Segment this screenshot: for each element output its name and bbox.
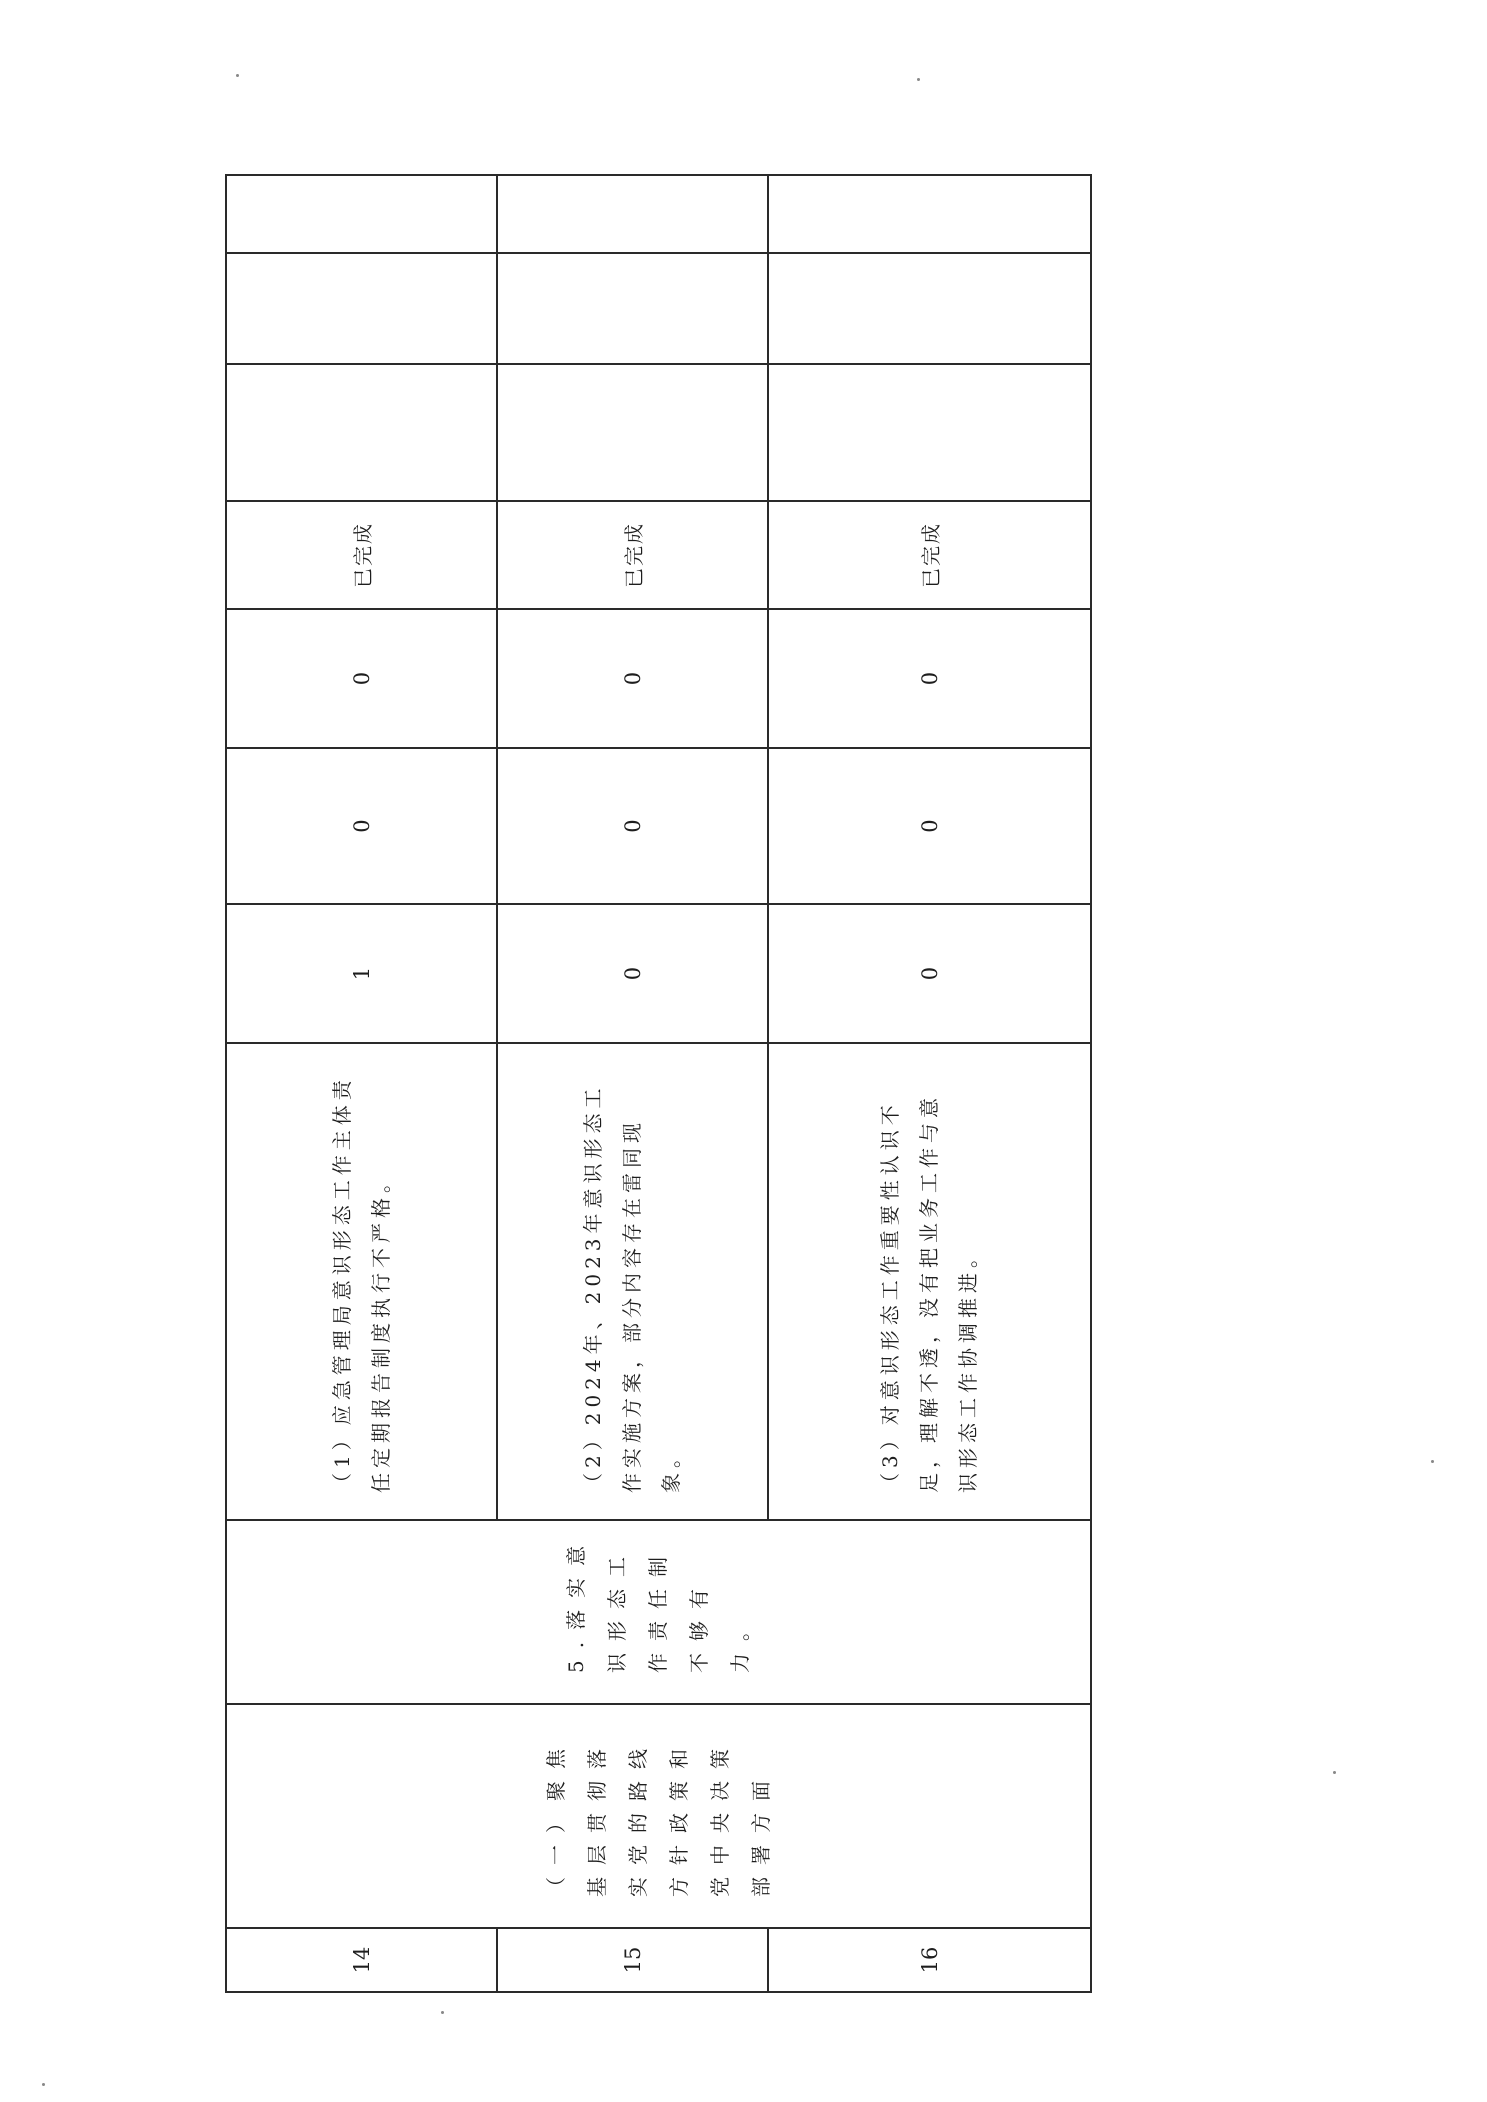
seq-number: 15 (620, 1946, 645, 1974)
status-cell (768, 501, 1091, 609)
empty-cell-3 (768, 175, 1091, 253)
count-value-3: 0 (917, 671, 942, 686)
status-text: 已完成 (351, 522, 375, 588)
scan-speck (42, 2083, 45, 2086)
count-cell-2 (226, 748, 497, 904)
seq-number: 14 (349, 1946, 374, 1974)
seq-number: 16 (917, 1946, 942, 1974)
count-value-2: 0 (917, 819, 942, 833)
item-text: 5.落实意识形态工作责任制不够有力。 (564, 1533, 752, 1673)
issue-text: （1）应急管理局意识形态工作主体责任定期报告制度执行不严格。 (329, 1075, 393, 1493)
count-value-2: 0 (349, 819, 374, 833)
issue-cell (768, 1043, 1091, 1520)
status-cell (497, 501, 768, 609)
count-cell-2 (497, 748, 768, 904)
seq-cell (497, 1928, 768, 1992)
issue-cell (497, 1043, 768, 1520)
scan-speck (917, 78, 920, 81)
count-value-3: 0 (349, 671, 374, 686)
empty-cell-2 (497, 253, 768, 364)
table-rotator (225, 198, 1090, 1993)
scan-speck (441, 2011, 444, 2014)
status-text: 已完成 (919, 522, 943, 588)
seq-cell (226, 1928, 497, 1992)
scan-speck (1333, 1771, 1336, 1774)
issue-text: （3）对意识形态工作重要性认识不足，理解不透，没有把业务工作与意识形态工作协调推进。 (878, 1093, 980, 1493)
empty-cell-1 (768, 364, 1091, 501)
count-value-3: 0 (620, 671, 645, 686)
empty-cell-1 (226, 364, 497, 501)
empty-cell-1 (497, 364, 768, 501)
count-value-1: 0 (620, 966, 645, 981)
item-cell (226, 1520, 1091, 1704)
status-text: 已完成 (622, 522, 646, 588)
table-row (226, 175, 497, 1992)
scan-speck (236, 74, 239, 77)
category-text: （一）聚焦基层贯彻落实党的路线方针政策和党中央决策部署方面 (543, 1737, 773, 1897)
count-cell-1 (226, 904, 497, 1043)
scan-speck (1431, 1460, 1434, 1463)
empty-cell-2 (768, 253, 1091, 364)
count-cell-3 (497, 609, 768, 748)
count-cell-1 (768, 904, 1091, 1043)
empty-cell-2 (226, 253, 497, 364)
empty-cell-3 (497, 175, 768, 253)
count-cell-3 (226, 609, 497, 748)
empty-cell-3 (226, 175, 497, 253)
rectification-table (225, 174, 1092, 1993)
count-cell-3 (768, 609, 1091, 748)
count-value-2: 0 (620, 819, 645, 833)
count-value-1: 1 (349, 966, 374, 981)
category-cell (226, 1704, 1091, 1928)
count-value-1: 0 (917, 966, 942, 981)
count-cell-2 (768, 748, 1091, 904)
count-cell-1 (497, 904, 768, 1043)
issue-text: （2）2024年、2023年意识形态工作实施方案，部分内容存在雷同现象。 (581, 1083, 683, 1493)
rotated-table-page (225, 198, 1487, 1974)
seq-cell (768, 1928, 1091, 1992)
status-cell (226, 501, 497, 609)
issue-cell (226, 1043, 497, 1520)
